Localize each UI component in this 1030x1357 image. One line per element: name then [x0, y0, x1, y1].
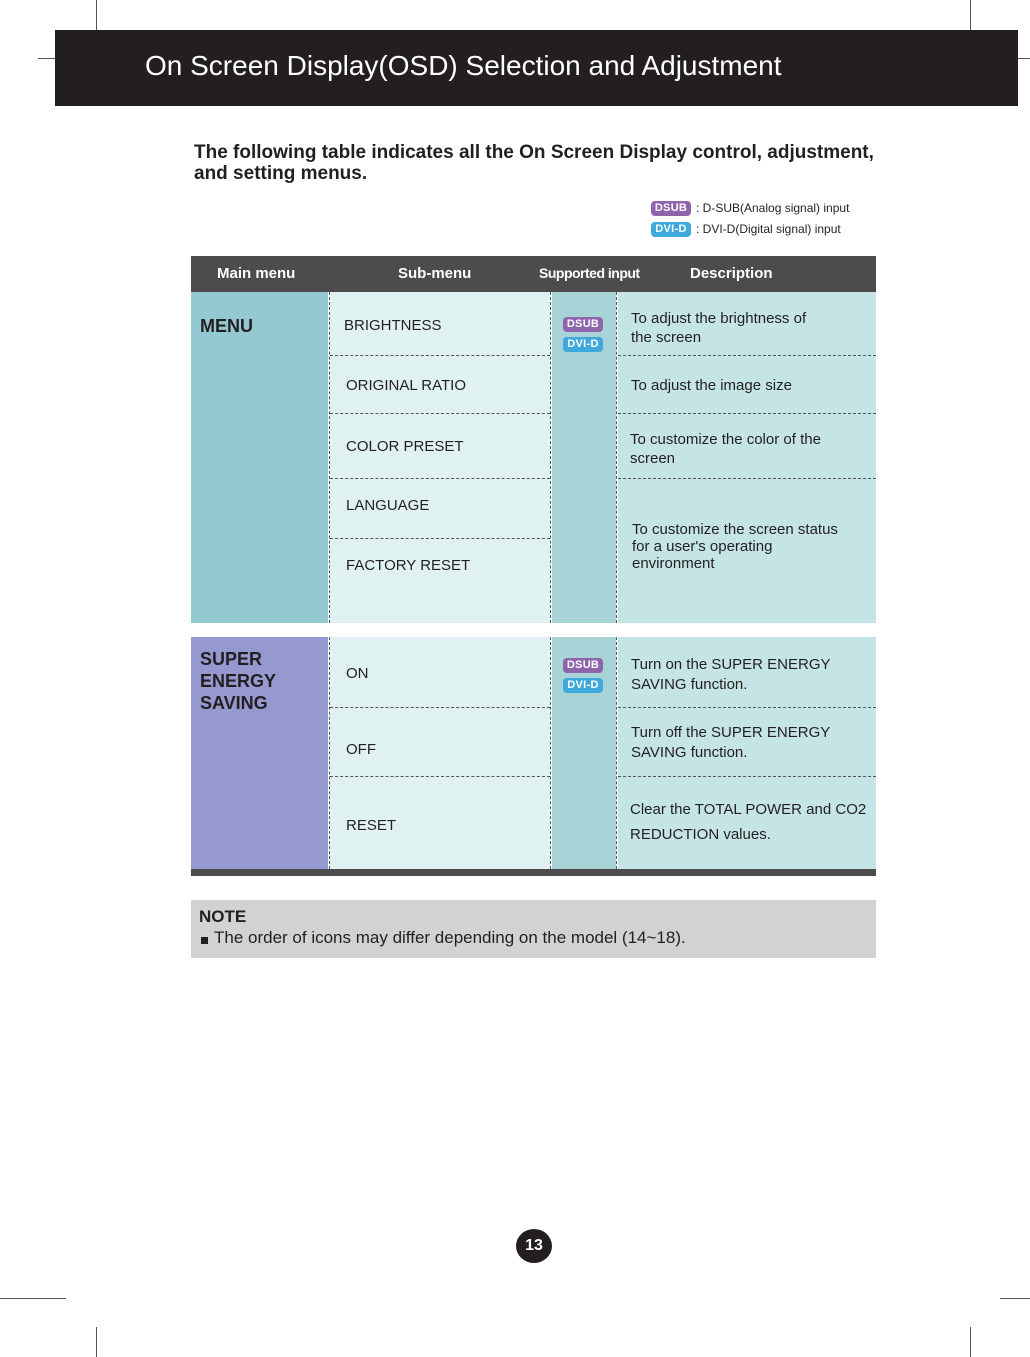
table-footer-bar — [191, 869, 876, 876]
divider — [616, 292, 617, 623]
dvid-badge: DVI-D — [563, 678, 603, 693]
page-title: On Screen Display(OSD) Selection and Adjustment — [145, 50, 782, 81]
table-header — [191, 256, 876, 292]
header-main-menu: Main menu — [217, 265, 296, 282]
description-text: Turn off the SUPER ENERGY SAVING function. — [631, 724, 830, 761]
page-number: 13 — [516, 1229, 552, 1263]
divider — [330, 538, 550, 539]
description-text: To adjust the image size — [631, 377, 792, 394]
divider — [550, 292, 551, 623]
legend-text: : D-SUB(Analog signal) input — [696, 201, 850, 215]
description-text: Clear the TOTAL POWER and CO2 REDUCTION values. — [630, 801, 867, 843]
legend-dvid — [651, 221, 841, 237]
divider — [550, 637, 551, 869]
crop-mark — [96, 1327, 97, 1357]
sub-menu-item: LANGUAGE — [346, 497, 430, 514]
header-description: Description — [690, 265, 773, 282]
sub-menu-item: RESET — [346, 817, 397, 834]
legend-text: : DVI-D(Digital signal) input — [696, 222, 841, 236]
crop-mark — [970, 0, 971, 30]
divider — [618, 355, 876, 356]
sub-menu-item: OFF — [346, 741, 376, 758]
divider — [329, 637, 330, 869]
sub-menu-item: FACTORY RESET — [346, 557, 471, 574]
sub-menu-item: BRIGHTNESS — [344, 317, 442, 334]
divider — [616, 637, 617, 869]
header-sub-menu: Sub-menu — [398, 265, 472, 282]
divider — [330, 478, 550, 479]
crop-mark — [1000, 1298, 1030, 1299]
crop-mark — [96, 0, 97, 30]
main-menu-label: SUPER ENERGY SAVING — [200, 649, 276, 713]
description-text: To customize the screen status for a user's operating environment — [632, 521, 838, 572]
divider — [618, 707, 876, 708]
dvid-badge: DVI-D — [651, 222, 691, 237]
divider — [330, 707, 550, 708]
legend-dsub — [651, 200, 849, 216]
divider — [330, 413, 550, 414]
dvid-badge: DVI-D — [563, 337, 603, 352]
divider — [618, 776, 876, 777]
divider — [618, 413, 876, 414]
crop-mark — [0, 1298, 66, 1299]
note-title: NOTE — [199, 907, 247, 926]
divider — [329, 292, 330, 623]
dsub-badge: DSUB — [651, 201, 691, 216]
dsub-badge: DSUB — [563, 658, 603, 673]
supported-badges — [563, 317, 603, 352]
divider — [330, 776, 550, 777]
crop-mark — [1018, 58, 1030, 59]
description-text: Turn on the SUPER ENERGY SAVING function. — [631, 656, 831, 693]
note-text: The order of icons may differ depending on the model (14~18). — [214, 928, 686, 947]
crop-mark — [970, 1327, 971, 1357]
crop-mark — [38, 58, 55, 59]
description-text: To customize the color of the screen — [630, 431, 821, 467]
header-supported-input: Supported input — [539, 265, 640, 281]
sub-menu-item: COLOR PRESET — [346, 438, 464, 455]
supported-badges — [563, 658, 603, 693]
intro-text: The following table indicates all the On Screen Display control, adjustment, and setting menus. — [194, 142, 874, 184]
sub-menu-item: ORIGINAL RATIO — [346, 377, 467, 394]
dsub-badge: DSUB — [563, 317, 603, 332]
menu-main-cell — [191, 292, 328, 623]
description-text: To adjust the brightness of the screen — [631, 310, 807, 346]
sub-menu-item: ON — [346, 665, 369, 682]
bullet-icon — [201, 937, 208, 944]
divider — [330, 355, 550, 356]
divider — [618, 478, 876, 479]
main-menu-label: MENU — [200, 316, 253, 336]
